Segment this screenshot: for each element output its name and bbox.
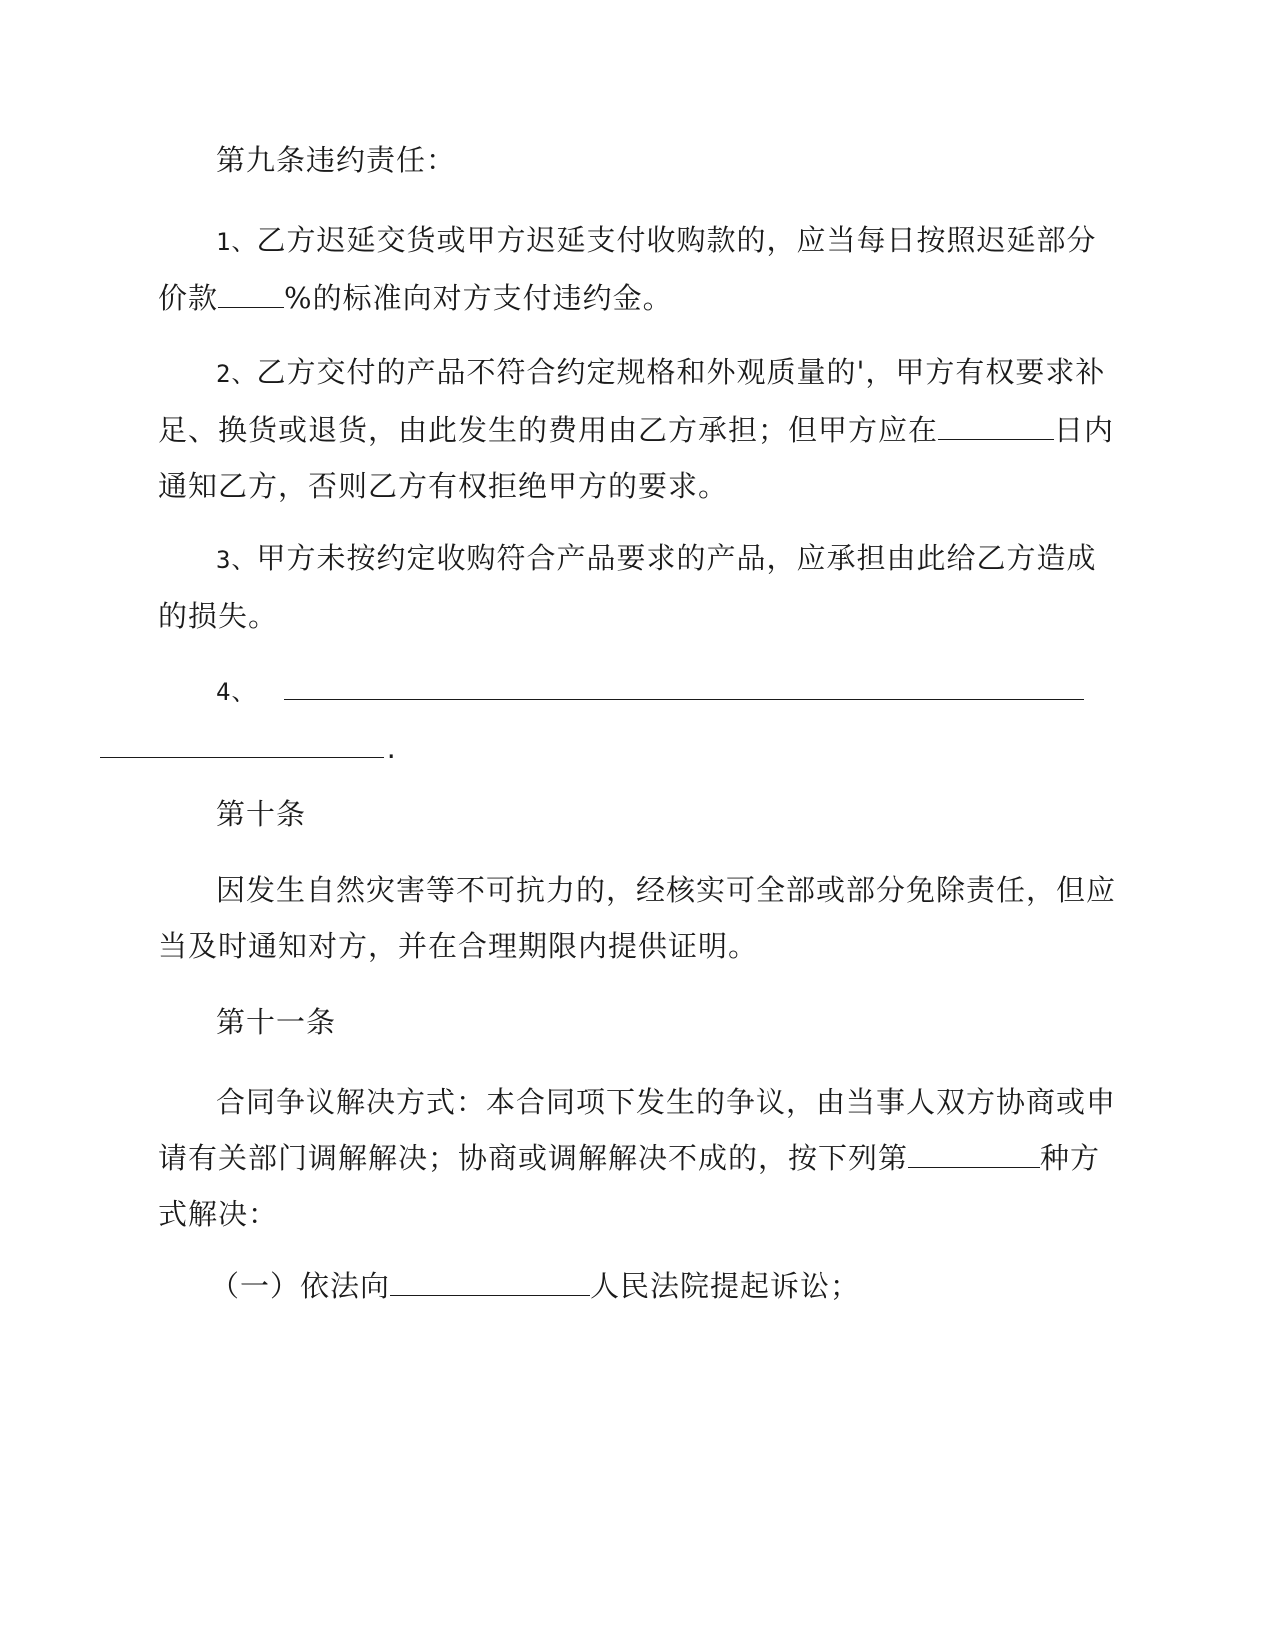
item1-number: 1、 [216,228,257,256]
item1-blank[interactable] [218,281,284,308]
article10-heading: 第十条 [216,797,307,831]
item1-text-a: 乙方迟延交货或甲方迟延支付收购款的，应当每日按照迟延部分价款 [158,223,1097,315]
item4-number: 4、 [216,678,257,706]
article11-option1 [158,1258,1116,1314]
item4-blank-line2[interactable] [100,731,384,758]
article9-item3 [158,530,1116,644]
article11-blank[interactable] [908,1141,1040,1168]
article9-heading: 第九条违约责任： [216,143,457,177]
item4-blank-line1[interactable] [284,673,1084,700]
item3-text: 甲方未按约定收购符合产品要求的产品，应承担由此给乙方造成的损失。 [158,541,1097,633]
item1-text-b: %的标准向对方支付违约金。 [284,281,673,315]
article11-text-b: 种方式解决： [158,1141,1101,1231]
article9-item2 [158,344,1116,514]
item2-blank[interactable] [938,413,1054,440]
item2-text-a: 乙方交付的产品不符合约定规格和外观质量的'，甲方有权要求补足、换货或退货，由此发生的费用由乙方承担；但甲方应在 [158,355,1106,447]
item4-end-dot: . [384,736,400,764]
item2-number: 2、 [216,360,257,388]
article9-item1 [158,212,1116,326]
item2-text-b: 日内通知乙方，否则乙方有权拒绝甲方的要求。 [158,413,1115,503]
option1-suffix: 人民法院提起诉讼； [590,1269,861,1303]
article10-text: 因发生自然灾害等不可抗力的，经核实可全部或部分免除责任，但应当及时通知对方，并在合理期限内提供证明。 [158,873,1117,963]
article11-heading: 第十一条 [216,1005,337,1039]
article11-text [158,1074,1116,1242]
option1-court-blank[interactable] [390,1269,590,1296]
option1-label: （一）依法向 [210,1269,391,1303]
article9-item4 [158,662,1116,778]
article11-text-a: 合同争议解决方式：本合同项下发生的争议，由当事人双方协商或申请有关部门调解解决；协商或调解解决不成的，按下列第 [158,1085,1117,1175]
item3-number: 3、 [216,546,257,574]
